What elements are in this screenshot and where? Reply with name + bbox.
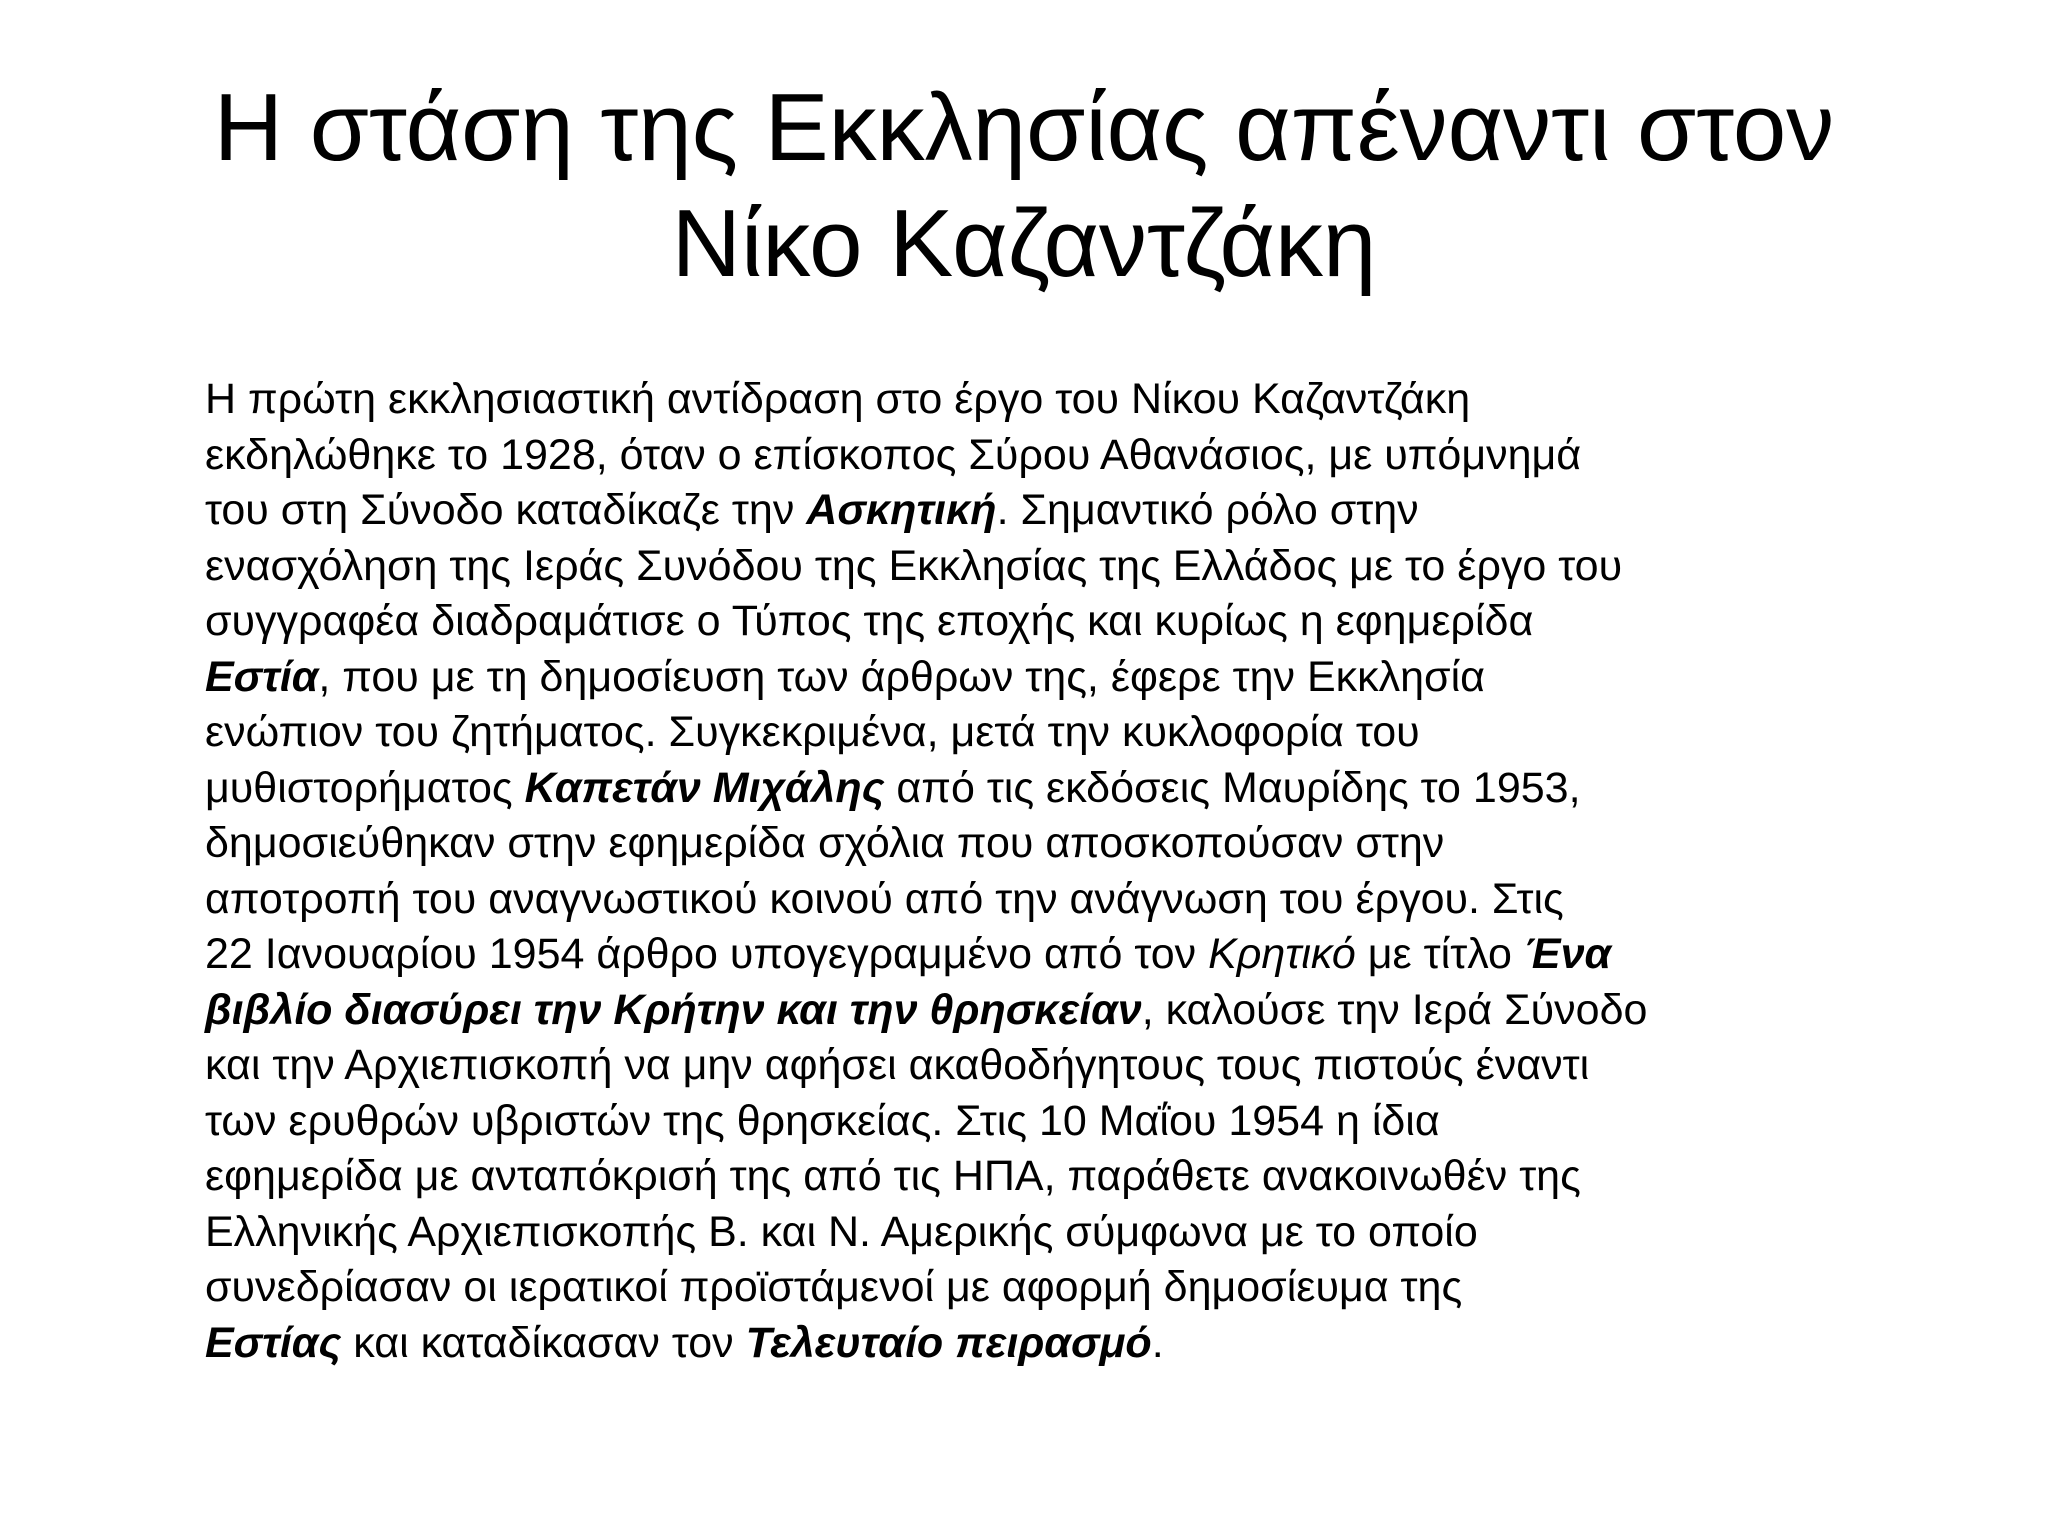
body-text-run: ενασχόληση της Ιεράς Συνόδου της Εκκλησίας της Ελλάδος με το έργο του [205,541,1623,590]
body-text-run: ενώπιον του ζητήματος. Συγκεκριμένα, μετά την κυκλοφορία του [205,708,1420,756]
body-line [205,428,1945,484]
slide-title-line-1: Η στάση της Εκκλησίας απέναντι στον [213,74,1835,181]
body-line [205,650,1945,706]
body-text-run: και την Αρχιεπισκοπή να μην αφήσει ακαθοδήγητους τους πιστούς έναντι [205,1041,1590,1089]
slide-body-paragraph [205,372,1945,1371]
newspaper-name-estia: Εστία [205,652,319,701]
body-text-run: εφημερίδα με ανταπόκρισή της από τις ΗΠΑ, παράθετε ανακοινωθέν της [205,1152,1581,1200]
article-title-start: Ένα [1523,930,1612,978]
body-line [205,927,1945,983]
book-title-teleutaios-peirasmos: Τελευταίο πειρασμό [745,1318,1152,1367]
body-text-run: εκδηλώθηκε το 1928, όταν ο επίσκοπος Σύρου Αθανάσιος, με υπόμνημά [205,430,1582,479]
body-text-run: . [1151,1318,1164,1367]
body-line [205,372,1945,428]
body-text-run: μυθιστορήματος [205,763,525,812]
body-text-run: δημοσιεύθηκαν στην εφημερίδα σχόλια που αποσκοπούσαν στην [205,819,1445,867]
body-text-run: του στη Σύνοδο καταδίκαζε την [205,486,807,534]
body-text-run: 22 Ιανουαρίου 1954 άρθρο υπογεγραμμένο από τον [205,930,1209,978]
body-line [205,539,1945,595]
body-text-run: , που με τη δημοσίευση των άρθρων της, έφερε την Εκκλησία [318,652,1486,701]
body-line [205,816,1945,872]
body-text-run: συγγραφέα διαδραμάτισε ο Τύπος της εποχής και κυρίως η εφημερίδα [205,597,1534,645]
article-title: βιβλίο διασύρει την Κρήτην και την θρησκείαν [205,985,1142,1034]
body-line [205,1205,1945,1261]
body-line [205,594,1945,650]
body-line [205,1038,1945,1094]
body-text-run: των ερυθρών υβριστών της θρησκείας. Στις 10 Μαΐου 1954 η ίδια [205,1096,1440,1145]
body-line [205,1316,1945,1372]
body-line [205,761,1945,817]
body-line [205,483,1945,539]
book-title-kapetan-michalis: Καπετάν Μιχάλης [524,763,885,812]
body-text-run: από τις εκδόσεις Μαυρίδης το 1953, [884,763,1581,812]
author-pseudonym-kritikos: Κρητικό [1208,930,1356,978]
body-text-run: και καταδίκασαν τον [341,1318,746,1367]
body-text-run: Ελληνικής Αρχιεπισκοπής Β. και Ν. Αμερικής σύμφωνα με το οποίο [205,1207,1478,1256]
body-text-run: συνεδρίασαν οι ιερατικοί προϊστάμενοί με αφορμή δημοσίευμα της [205,1263,1463,1311]
body-line [205,983,1945,1039]
body-line [205,1094,1945,1150]
slide-title [100,70,1948,302]
slide-title-line-2: Νίκο Καζαντζάκη [671,190,1377,297]
body-line [205,872,1945,928]
body-text-run: αποτροπή του αναγνωστικού κοινού από την ανάγνωση του έργου. Στις [205,874,1564,923]
newspaper-name-estias: Εστίας [205,1318,342,1367]
body-line [205,1260,1945,1316]
body-line [205,705,1945,761]
book-title-askitiki: Ασκητική [806,486,997,534]
body-text-run: . Σημαντικό ρόλο στην [996,486,1419,534]
body-text-run: , καλούσε την Ιερά Σύνοδο [1141,985,1648,1034]
body-text-run: με τίτλο [1355,930,1524,978]
body-text-run: Η πρώτη εκκλησιαστική αντίδραση στο έργο του Νίκου Καζαντζάκη [205,375,1471,423]
body-line [205,1149,1945,1205]
